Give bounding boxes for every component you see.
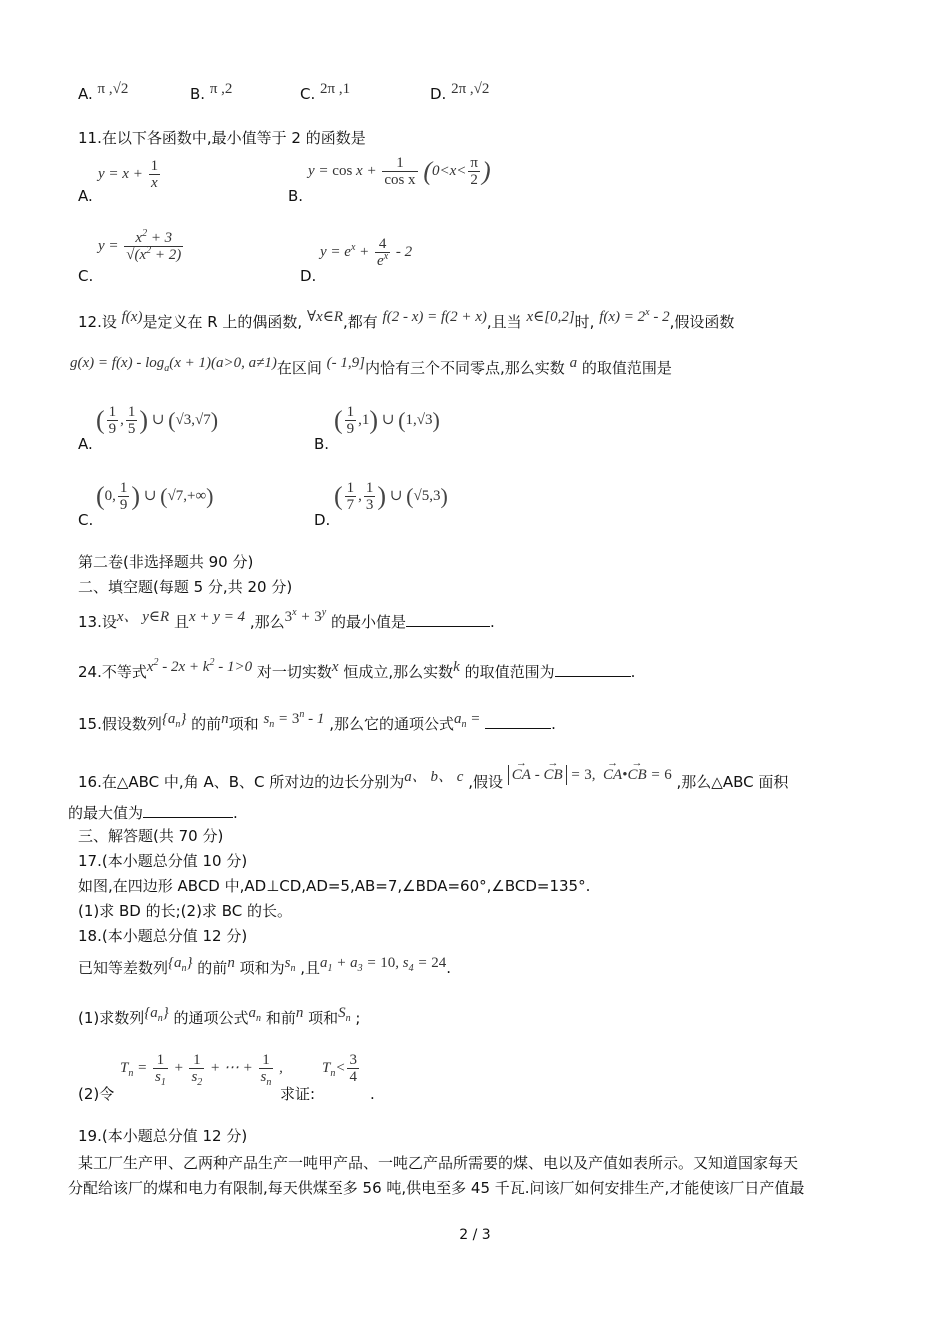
q12-option-c-formula: (0, $\frac{1}{9}$ ) ∪ (√7,+∞) (96, 480, 214, 513)
q11-option-c-label: C. (78, 267, 94, 285)
q13: 13.设x、 y∈R 且x + y = 4 ,那么$3^x + 3^y$ 的最小值是 . (78, 607, 495, 631)
q11-stem: 11.在以下各函数中,最小值等于 2 的函数是 (78, 129, 366, 147)
q10-option-d: D. 2π ,√2 (430, 81, 490, 103)
q17-body: 如图,在四边形 ABCD 中,AD⊥CD,AD=5,AB=7,∠BDA=60°,∠BCD=135°. (78, 877, 591, 895)
q10-option-c: C. 2π ,1 (300, 81, 351, 103)
q18-part-1: (1)求数列$\{a_n\}$ 的通项公式$a_n$ 和前n 项和$S_n$ ; (78, 1005, 361, 1027)
q12-line-2: $g(x) = f(x) - \log_a(x + 1)(a>0$, a≠1)在区间 (- 1,9]内恰有三个不同零点,那么实数 a 的取值范围是 (70, 355, 672, 377)
page-number: 2 / 3 (459, 1227, 491, 1243)
q11-option-c-formula: y = $\frac{x^2 + 3}{√(x^2 + 2)}$ (98, 228, 182, 263)
q12-line-1: 12.设 f(x)是定义在 R 上的偶函数, ∀x∈R,都有 f(2 - x) = f(2 + x),且当 x∈[0,2]时, $f(x) = 2^x - 2$,假设函数 (78, 307, 735, 331)
section-3-title: 三、解答题(共 70 分) (78, 827, 224, 845)
q19-heading: 19.(本小题总分值 12 分) (78, 1127, 248, 1145)
q11-option-a-label: A. (78, 187, 93, 205)
q19-line-1: 某工厂生产甲、乙两种产品生产一吨甲产品、一吨乙产品所需要的煤、电以及产值如表所示。又知道国家每天 (78, 1154, 799, 1172)
q18-part-2-inequality: $T_n<$ $\frac{3}{4}$ (322, 1052, 357, 1085)
q11-option-d-formula: $y = e^x$ + $\frac{4}{e^x}$ - 2 (320, 236, 413, 269)
q12-option-a-formula: ( $\frac{1}{9}$ , $\frac{1}{5}$ ) ∪ (√3,√7) (96, 404, 219, 437)
q15-answer-blank[interactable] (485, 712, 551, 729)
q18-part-2-formula: $T_n$ = $\frac{1}{s_1}$ + $\frac{1}{s_2}$ + ⋯ + $\frac{1}{s_n}$ , (120, 1052, 283, 1088)
q12-option-b-formula: ( $\frac{1}{9}$ ,1) ∪ (1,√3) (334, 404, 440, 437)
section-fill-title: 二、填空题(每题 5 分,共 20 分) (78, 578, 293, 596)
q16-line-2: 的最大值为 . (68, 801, 238, 823)
q10-option-a: A. π ,√2 (78, 81, 129, 103)
section-2-title: 第二卷(非选择题共 90 分) (78, 553, 254, 571)
q12-option-c-label: C. (78, 511, 94, 529)
q14-answer-blank[interactable] (555, 660, 631, 677)
q18-stem: 已知等差数列$\{a_n\}$ 的前n 项和为$s_n$ ,且$a_1 + a_3 = 10$, $s_4 = 24$. (78, 955, 452, 977)
q17-parts: (1)求 BD 的长;(2)求 BC 的长。 (78, 902, 292, 920)
q10-option-b: B. π ,2 (190, 81, 233, 103)
q13-answer-blank[interactable] (406, 610, 490, 627)
q12-option-a-label: A. (78, 435, 93, 453)
q16-line-1: 16.在△ABC 中,角 A、B、C 所对边的边长分别为a、 b、 c ,假设 → CA - → CB = 3, → CA•→ CB = 6 ,那么△ABC 面积 (78, 772, 788, 793)
q11-option-b-formula: y = cos x + $\frac{1}{\text{cos x}}$ (0<x< $\frac{\pi}{2}$ ) (308, 155, 491, 188)
q11-option-d-label: D. (300, 267, 317, 285)
q18-part-2-prove: 求证: (280, 1085, 316, 1103)
q16-answer-blank[interactable] (143, 801, 233, 818)
q18-part-2-label: (2)令 (78, 1085, 115, 1103)
q18-part-2-period: . (370, 1085, 375, 1103)
q12-option-d-formula: ( $\frac{1}{7}$ , $\frac{1}{3}$ ) ∪ (√5,3) (334, 480, 448, 513)
q12-option-b-label: B. (314, 435, 330, 453)
q11-option-a-formula: y = x + $\frac{1}{x}$ (98, 158, 159, 191)
q18-heading: 18.(本小题总分值 12 分) (78, 927, 248, 945)
q15: 15.假设数列$\{a_n\}$ 的前n项和 $s_n = 3^n - 1$ ,那么它的通项公式$a_n$ = . (78, 709, 556, 733)
q17-heading: 17.(本小题总分值 10 分) (78, 852, 248, 870)
q14: 24.不等式$x^2 - 2x + k^2 - 1>0$ 对一切实数x 恒成立,那么实数k 的取值范围为 . (78, 657, 636, 681)
q11-option-b-label: B. (288, 187, 304, 205)
q19-line-2: 分配给该厂的煤和电力有限制,每天供煤至多 56 吨,供电至多 45 千瓦.问该厂如何安排生产,才能使该厂日产值最 (68, 1179, 805, 1197)
q12-option-d-label: D. (314, 511, 331, 529)
